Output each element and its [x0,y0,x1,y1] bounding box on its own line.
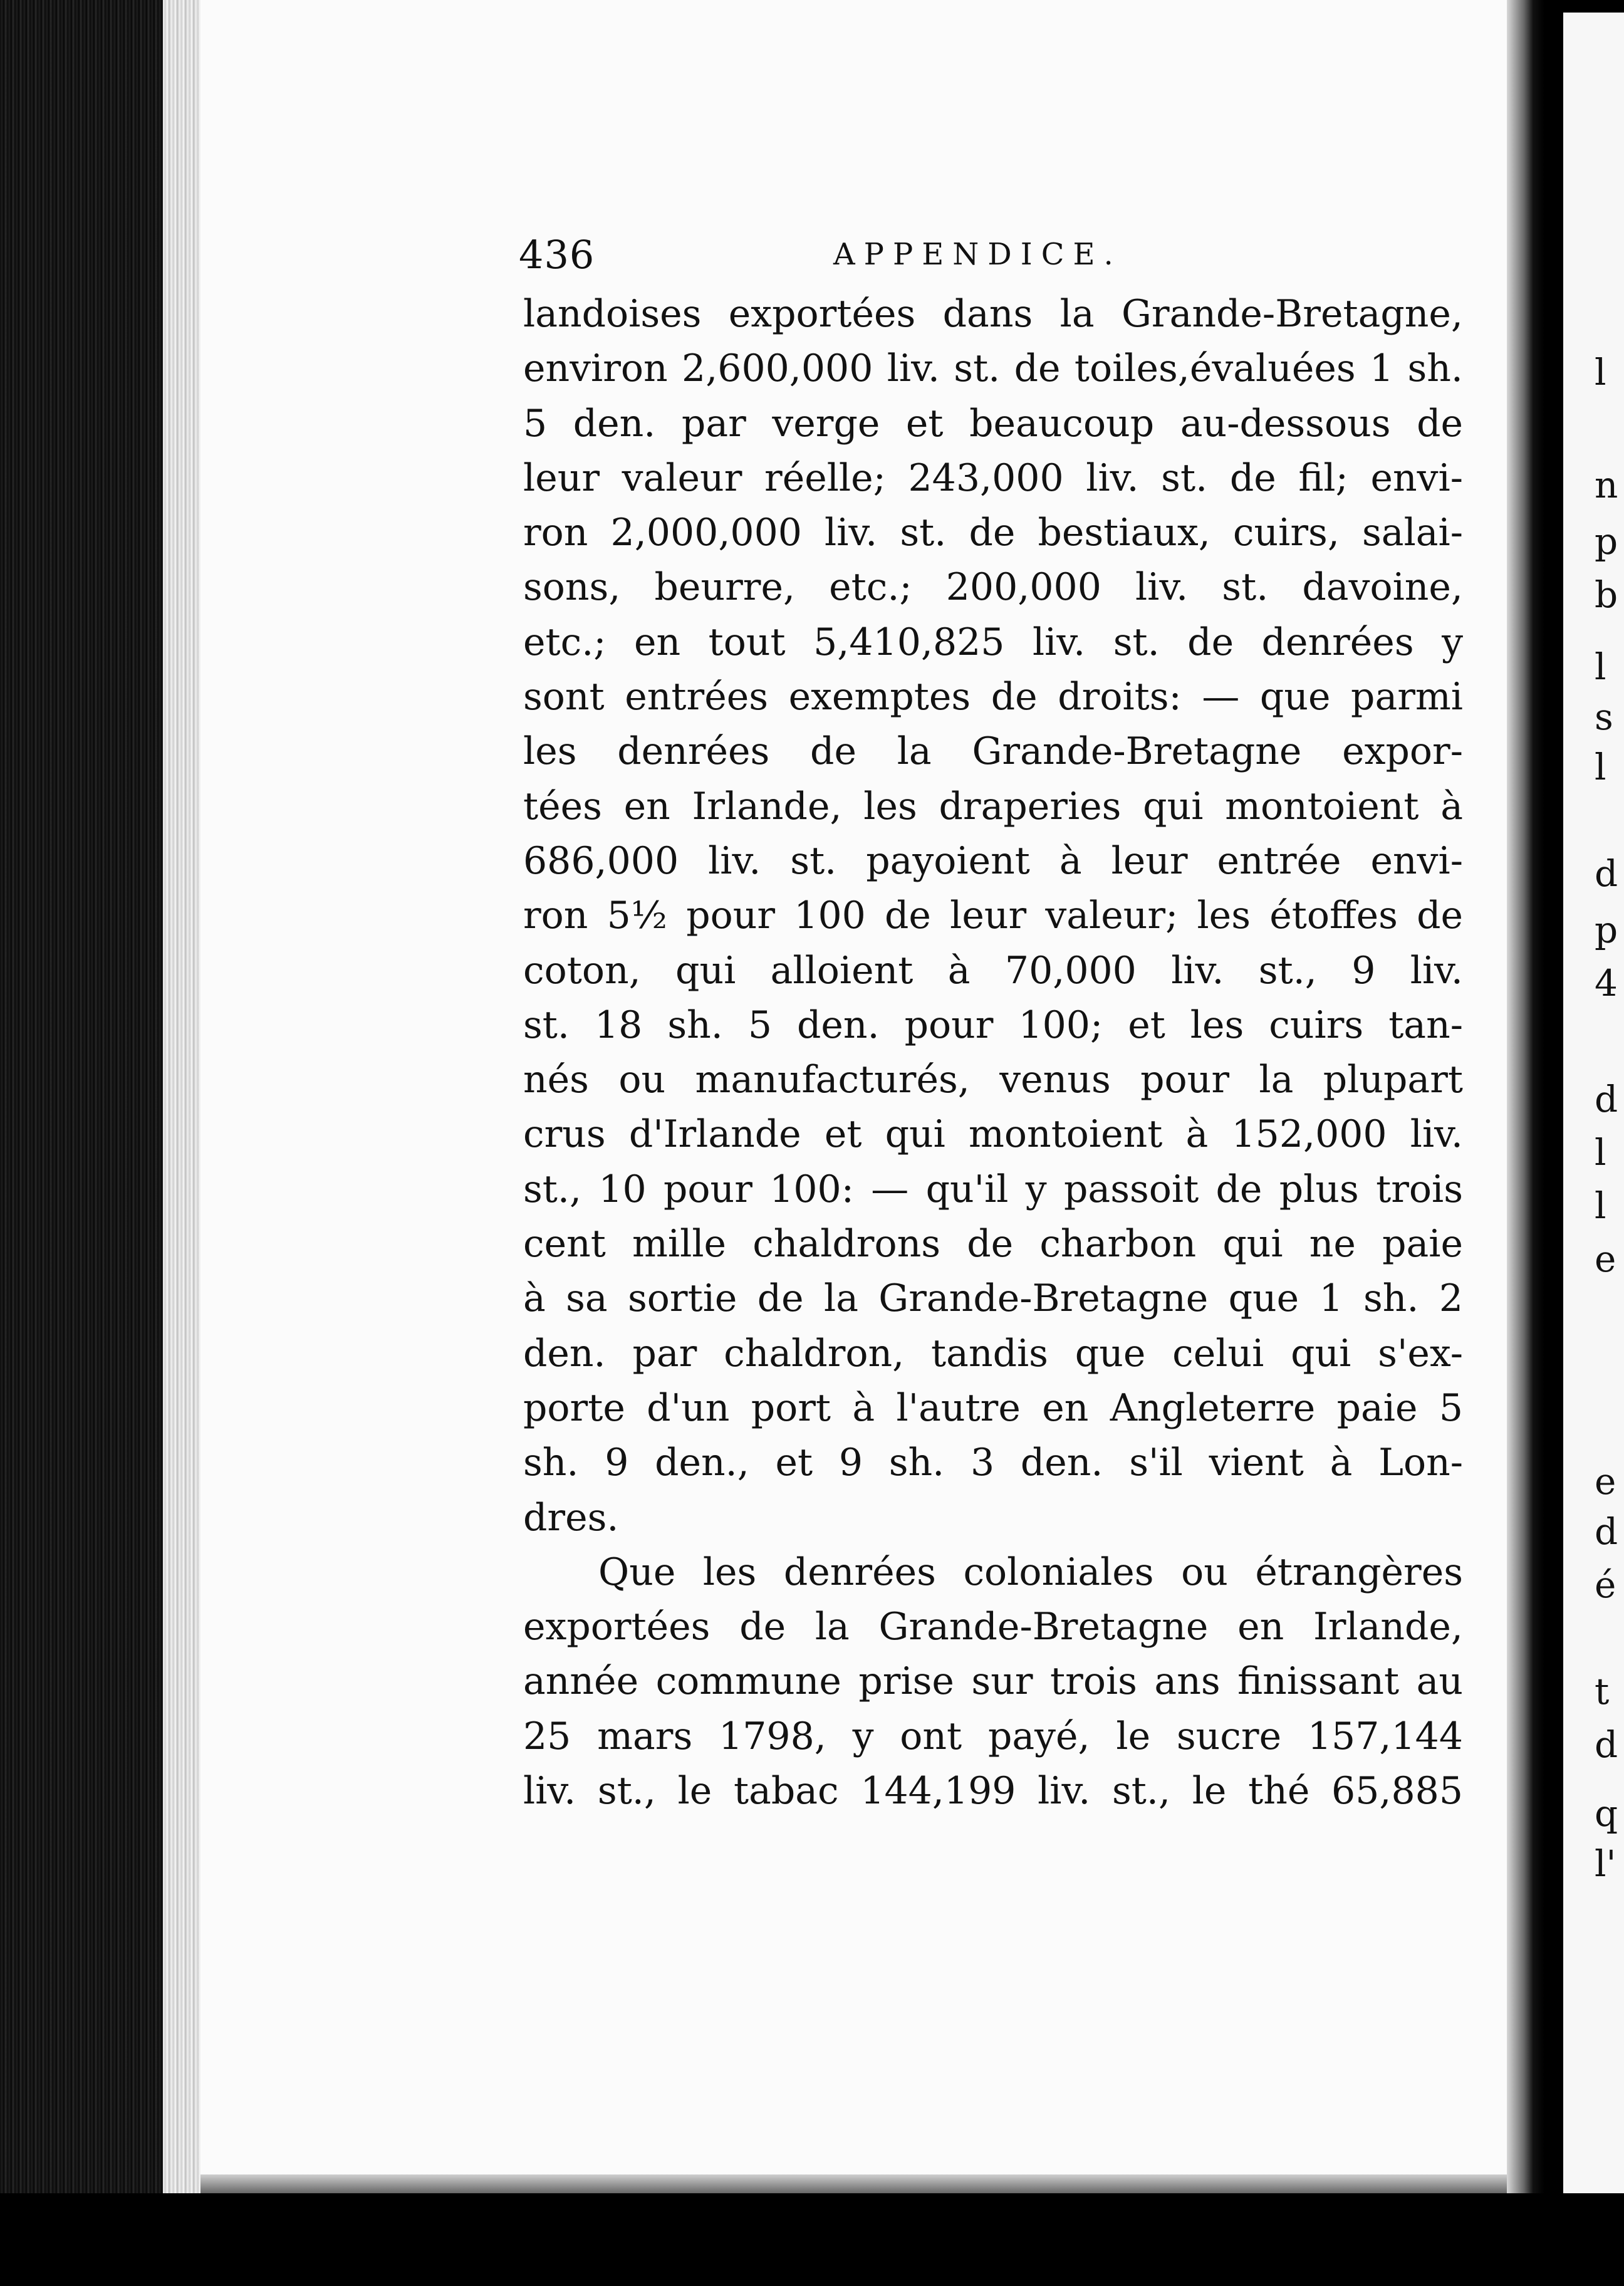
facing-page-fragment: l [1595,1184,1606,1227]
facing-page-fragment: e [1595,1238,1616,1280]
running-head: APPENDICE. [833,237,1122,272]
text-line: cent mille chaldrons de charbon qui ne paie [523,1222,1463,1266]
facing-page-fragment: d [1595,852,1618,895]
body-text [523,287,1463,1819]
text-line: à sa sortie de la Grande-Bretagne que 1 sh. 2 [523,1276,1463,1321]
text-line: sont entrées exemptes de droits: — que parmi [523,675,1463,719]
facing-page-fragment: d [1595,1510,1618,1553]
text-line: st. 18 sh. 5 den. pour 100; et les cuirs tan- [523,1003,1463,1047]
text-line: st., 10 pour 100: — qu'il y passoit de plus trois [523,1167,1463,1211]
facing-page-fragment: d [1595,1078,1618,1120]
text-line: ron 5½ pour 100 de leur valeur; les étoffes de [523,894,1463,938]
text-line: 25 mars 1798, y ont payé, le sucre 157,144 [523,1714,1463,1758]
text-line: coton, qui alloient à 70,000 liv. st., 9 liv. [523,948,1463,993]
text-line: leur valeur réelle; 243,000 liv. st. de fil; envi- [523,456,1463,500]
text-line: environ 2,600,000 liv. st. de toiles,évaluées 1 sh. [523,347,1463,391]
book-gutter [1507,0,1544,2286]
facing-page-fragment: l [1595,1131,1606,1174]
facing-page-fragment: p [1595,520,1618,563]
text-line: sons, beurre, etc.; 200,000 liv. st. davoine, [523,565,1463,610]
facing-page-fragment: 4 [1595,962,1618,1005]
text-line: etc.; en tout 5,410,825 liv. st. de denrées y [523,620,1463,664]
text-line: crus d'Irlande et qui montoient à 152,000 liv. [523,1112,1463,1157]
facing-page-fragment: l' [1595,1842,1616,1885]
text-line: sh. 9 den., et 9 sh. 3 den. s'il vient à Lon- [523,1441,1463,1485]
text-line: nés ou manufacturés, venus pour la plupart [523,1058,1463,1102]
book-page-edges [0,0,188,2286]
facing-page-fragment: n [1595,464,1618,506]
facing-page-fragment: l [1595,645,1606,688]
facing-page-fragment: p [1595,909,1618,951]
text-line: 686,000 liv. st. payoient à leur entrée envi- [523,838,1463,883]
facing-page-fragment: s [1595,696,1613,738]
text-line: liv. st., le tabac 144,199 liv. st., le thé 65,885 [523,1769,1463,1814]
facing-page-fragment: é [1595,1563,1616,1606]
text-line: den. par chaldron, tandis que celui qui s'ex- [523,1331,1463,1375]
paragraph-first-line: Que les denrées coloniales ou étrangères [598,1550,1463,1594]
text-line: année commune prise sur trois ans finissant au [523,1659,1463,1704]
facing-page-fragment: q [1595,1792,1618,1835]
facing-page-fragment: d [1595,1723,1618,1766]
facing-page-fragment: b [1595,573,1618,616]
facing-page-fragment: l [1595,351,1606,394]
facing-page-fragment: l [1595,746,1606,788]
scan-background [0,2193,1624,2286]
text-line: dres. [523,1495,619,1540]
text-line: exportées de la Grande-Bretagne en Irlande, [523,1605,1463,1649]
text-line: ron 2,000,000 liv. st. de bestiaux, cuirs, salai- [523,511,1463,555]
text-line: 5 den. par verge et beaucoup au-dessous de [523,401,1463,446]
text-line: porte d'un port à l'autre en Angleterre paie 5 [523,1386,1463,1430]
text-line: les denrées de la Grande-Bretagne expor- [523,729,1463,774]
facing-page-fragment: t [1595,1670,1610,1713]
text-line: tées en Irlande, les draperies qui montoient à [523,784,1463,828]
page-number: 436 [519,232,595,278]
facing-page-fragment: e [1595,1460,1616,1503]
text-line: landoises exportées dans la Grande-Bretagne, [523,292,1463,336]
